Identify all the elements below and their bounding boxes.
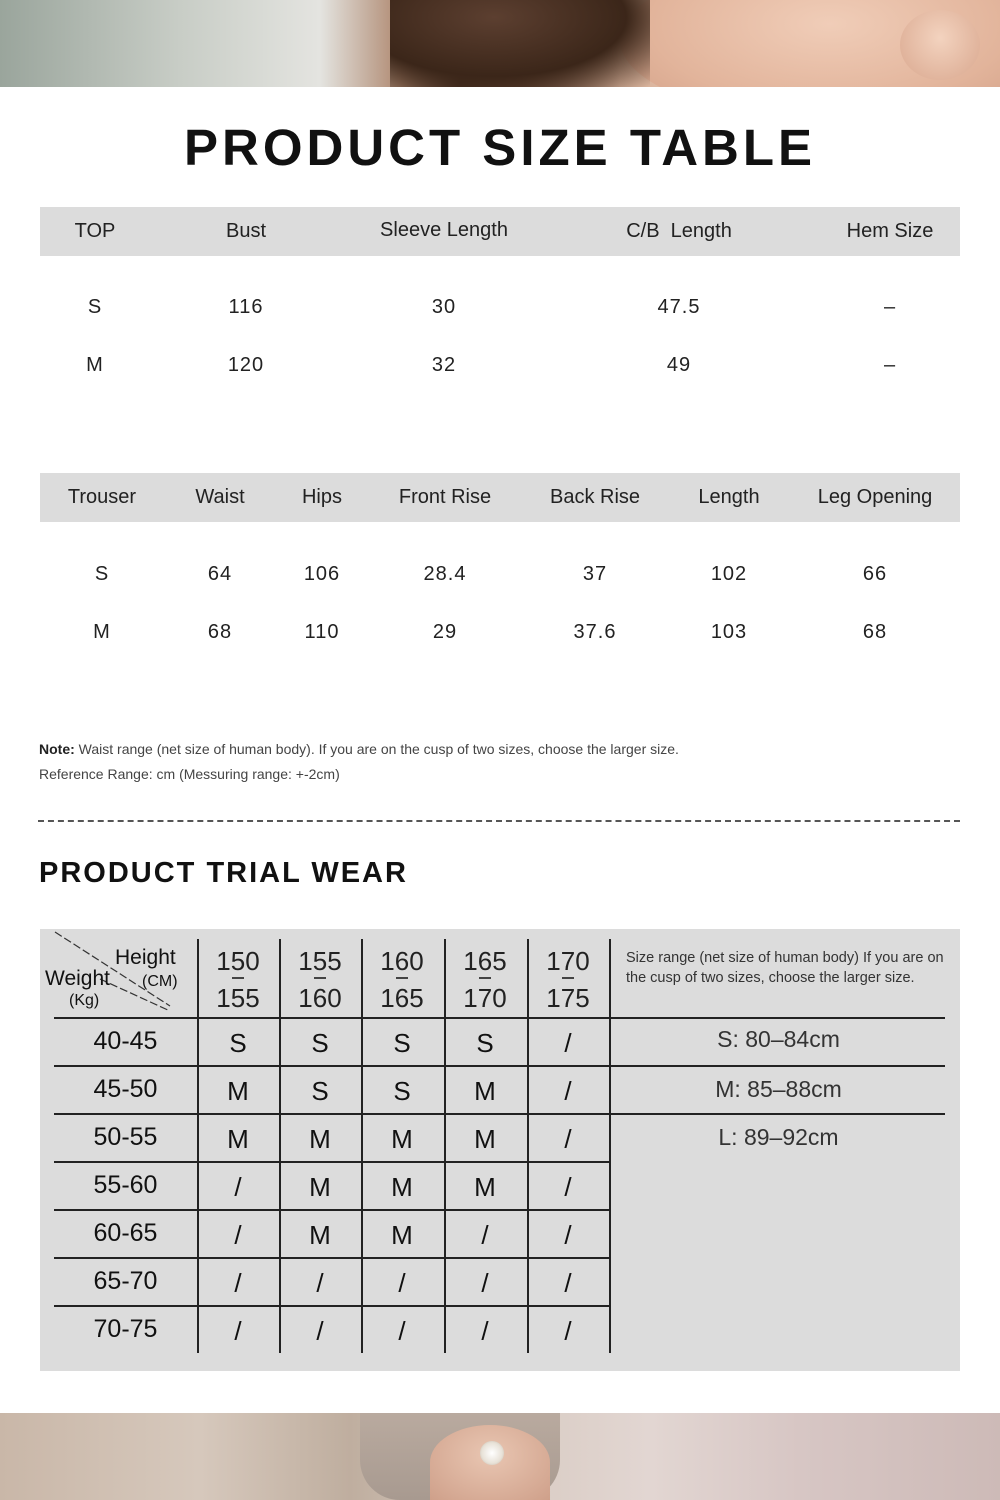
header-bust: Bust (225, 220, 267, 242)
table-row (40, 276, 960, 334)
section-divider (38, 820, 960, 822)
size-cell: M (391, 1220, 413, 1250)
cell-bust: 116 (228, 296, 264, 318)
size-cell: / (234, 1220, 242, 1250)
header-back-rise: Back Rise (549, 486, 641, 508)
weight-row-label: 65-70 (93, 1267, 158, 1295)
height-column-header (444, 946, 526, 1013)
grid-hline (54, 1305, 609, 1307)
trouser-size-table (40, 473, 960, 659)
range-m: M: 85–88cm (715, 1076, 842, 1102)
height-column-header (197, 946, 279, 1013)
corner-height-label: Height (115, 946, 176, 969)
header-hips: Hips (301, 486, 343, 508)
grid-hline (54, 1017, 945, 1019)
range-s: S: 80–84cm (717, 1026, 840, 1052)
size-cell: M (227, 1076, 249, 1106)
photo-ring-area (480, 1441, 504, 1465)
height-to: 175 (546, 983, 590, 1013)
cell-back-rise: 37.6 (573, 621, 617, 643)
note-line (39, 737, 679, 762)
cell-hem: – (883, 296, 897, 318)
weight-row-label: 45-50 (93, 1075, 158, 1103)
size-cell: S (476, 1028, 494, 1058)
height-from: 155 (298, 946, 342, 976)
cell-size: M (93, 621, 111, 643)
grid-hline (54, 1113, 945, 1115)
size-cell: / (564, 1316, 572, 1346)
cell-size: S (87, 296, 103, 318)
range-dash (279, 976, 361, 984)
weight-row-label: 55-60 (93, 1171, 158, 1199)
grid-vline (609, 939, 611, 1353)
size-range-note: Size range (net size of human body) If you are on the cusp of two sizes, choose the larger size. (626, 950, 944, 986)
size-cell: M (309, 1124, 331, 1154)
top-model-photo (0, 0, 1000, 87)
corner-cm-label: (CM) (142, 973, 178, 990)
table-row (40, 543, 960, 601)
grid-hline (54, 1161, 609, 1163)
cell-cb: 47.5 (657, 296, 701, 318)
size-cell: / (564, 1268, 572, 1298)
cell-front-rise: 29 (432, 621, 458, 643)
trial-title: PRODUCT TRIAL WEAR (39, 857, 408, 889)
size-cell: / (398, 1268, 406, 1298)
size-cell: M (474, 1172, 496, 1202)
range-dash (444, 976, 526, 984)
size-cell: M (227, 1124, 249, 1154)
size-cell: S (393, 1028, 411, 1058)
header-waist: Waist (195, 486, 245, 508)
size-cell: / (564, 1220, 572, 1250)
reference-range: Reference Range: cm (Messuring range: +-2cm) (39, 766, 340, 782)
size-cell: / (398, 1316, 406, 1346)
size-cell: / (234, 1172, 242, 1202)
size-cell: / (564, 1028, 572, 1058)
cell-sleeve: 32 (431, 354, 457, 376)
weight-row-label: 40-45 (93, 1027, 158, 1055)
size-cell: M (309, 1220, 331, 1250)
header-leg-opening: Leg Opening (817, 486, 933, 508)
range-dash (197, 976, 279, 984)
height-from: 165 (463, 946, 507, 976)
size-cell: / (316, 1268, 324, 1298)
grid-hline (54, 1257, 609, 1259)
cell-length: 103 (710, 621, 748, 643)
grid-hline (54, 1065, 945, 1067)
cell-bust: 120 (227, 354, 265, 376)
cell-front-rise: 28.4 (423, 563, 467, 585)
size-cell: / (564, 1124, 572, 1154)
header-cb-length: C/B Length (626, 220, 732, 242)
size-cell: / (481, 1316, 489, 1346)
size-cell: / (234, 1316, 242, 1346)
photo-hair-area (390, 0, 650, 87)
range-dash (361, 976, 443, 984)
size-note (39, 737, 679, 787)
height-column-header (361, 946, 443, 1013)
size-cell: / (316, 1316, 324, 1346)
size-cell: / (481, 1268, 489, 1298)
header-top: TOP (74, 220, 116, 242)
cell-length: 102 (710, 563, 748, 585)
top-size-table (40, 207, 960, 392)
size-cell: M (391, 1172, 413, 1202)
size-cell: M (474, 1076, 496, 1106)
cell-cb: 49 (666, 354, 692, 376)
table-row (40, 601, 960, 659)
height-from: 170 (546, 946, 590, 976)
cell-sleeve: 30 (431, 296, 457, 318)
weight-row-label: 70-75 (93, 1315, 158, 1343)
grid-hline (54, 1209, 609, 1211)
cell-leg-opening: 66 (862, 563, 888, 585)
weight-row-label: 60-65 (93, 1219, 158, 1247)
cell-leg-opening: 68 (862, 621, 888, 643)
corner-kg-label: (Kg) (69, 992, 100, 1009)
height-to: 165 (380, 983, 424, 1013)
cell-back-rise: 37 (582, 563, 608, 585)
size-cell: / (564, 1172, 572, 1202)
weight-row-label: 50-55 (93, 1123, 158, 1151)
corner-weight-label: Weight (45, 967, 110, 990)
height-column-header (279, 946, 361, 1013)
note-text: Waist range (net size of human body). If you are on the cusp of two sizes, choose the larger size. (74, 741, 679, 757)
cell-waist: 64 (207, 563, 233, 585)
height-to: 170 (463, 983, 507, 1013)
trial-wear-table (40, 929, 960, 1371)
height-from: 160 (380, 946, 424, 976)
table-row (40, 334, 960, 392)
header-sleeve-length: Sleeve Length (380, 219, 508, 241)
header-hem-size: Hem Size (846, 220, 934, 242)
header-front-rise: Front Rise (398, 486, 492, 508)
page-title: PRODUCT SIZE TABLE (183, 119, 817, 176)
height-from: 150 (216, 946, 260, 976)
header-length: Length (698, 486, 760, 508)
size-cell: / (234, 1268, 242, 1298)
size-cell: S (229, 1028, 247, 1058)
height-to: 160 (298, 983, 342, 1013)
cell-hips: 110 (304, 621, 340, 643)
size-cell: S (311, 1076, 329, 1106)
size-cell: M (309, 1172, 331, 1202)
header-trouser: Trouser (67, 486, 137, 508)
trouser-table-header (40, 473, 960, 522)
size-cell: S (393, 1076, 411, 1106)
range-dash (527, 976, 609, 984)
note-label: Note: (39, 741, 75, 757)
bottom-model-photo (0, 1413, 1000, 1500)
size-cell: / (481, 1220, 489, 1250)
size-cell: M (391, 1124, 413, 1154)
height-column-header (527, 946, 609, 1013)
cell-hem: – (883, 354, 897, 376)
cell-waist: 68 (207, 621, 233, 643)
size-cell: / (564, 1076, 572, 1106)
cell-hips: 106 (303, 563, 341, 585)
height-to: 155 (216, 983, 260, 1013)
cell-size: M (86, 354, 104, 376)
size-cell: S (311, 1028, 329, 1058)
photo-nose-area (900, 10, 980, 80)
range-l: L: 89–92cm (718, 1124, 839, 1150)
cell-size: S (94, 563, 110, 585)
top-table-header (40, 207, 960, 256)
size-cell: M (474, 1124, 496, 1154)
